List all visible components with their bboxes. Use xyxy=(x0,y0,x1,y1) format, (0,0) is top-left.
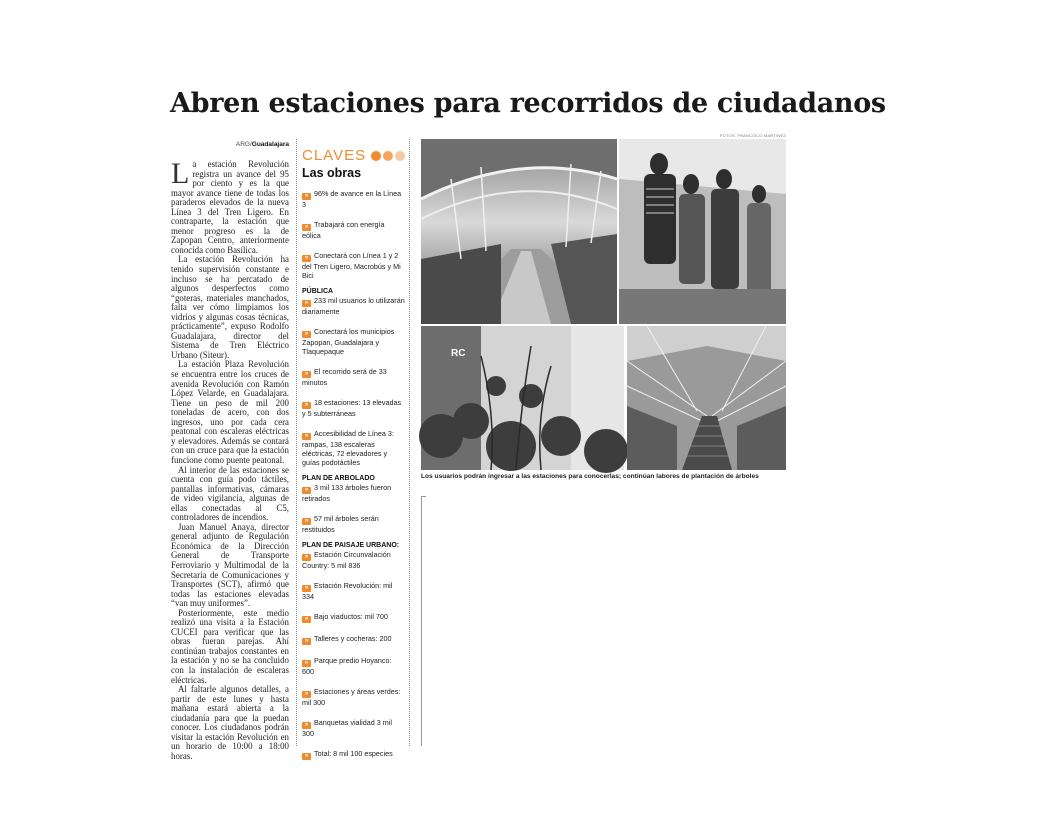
arrow-icon: » xyxy=(302,371,311,378)
headline: Abren estaciones para recorridos de ciudadanos xyxy=(170,88,886,119)
arrow-icon: » xyxy=(302,224,311,231)
claves-subtitle: Las obras xyxy=(302,166,362,180)
clave-item-text: 57 mil árboles serán restituidos xyxy=(302,514,379,534)
arrow-icon: » xyxy=(302,433,311,440)
clave-item xyxy=(302,251,405,280)
clave-item xyxy=(302,220,405,240)
arrow-icon: » xyxy=(302,753,311,760)
clave-item xyxy=(302,581,405,601)
byline-prefix: ARG/ xyxy=(235,141,252,148)
arrow-icon: » xyxy=(302,193,311,200)
svg-text:RC: RC xyxy=(451,348,466,359)
photo-caption: Los usuarios podrán ingresar a las estaciones para conocerlas; continúan labores de plantación de árboles xyxy=(421,473,759,480)
clave-item-text: Conectará los municipios Zapopan, Guadalajara y Tlaquepaque xyxy=(302,327,395,356)
section-heading-paisaje: PLAN DE PAISAJE URBANO: xyxy=(302,542,400,549)
arrow-icon: » xyxy=(302,255,311,262)
divider xyxy=(421,496,422,746)
arrow-icon: » xyxy=(302,585,311,592)
photo-station-interior xyxy=(421,139,617,324)
arrow-icon: » xyxy=(302,487,311,494)
arrow-icon: » xyxy=(302,722,311,729)
clave-item xyxy=(302,612,405,623)
arrow-icon: » xyxy=(302,518,311,525)
byline-place: Guadalajara xyxy=(251,141,289,148)
dropcap: L xyxy=(171,157,190,190)
article-paragraph: Al faltarle algunos detalles, a partir de este lunes y hasta mañana estará abierta a la ciudadanía para que la puedan conocer. Los ciudadanos podrán visitar la estación Revolución en un horario de 10:00 a 18:00 horas. xyxy=(171,684,289,761)
clave-item xyxy=(302,550,405,570)
claves-title xyxy=(302,147,405,164)
clave-item xyxy=(302,483,405,503)
article-paragraph: Posteriormente, este medio realizó una visita a la Estación CUCEI para verificar que las obras fueran parejas. Ahí continúan trabajos constantes en la estación y no se ha concluido con la instalación de escaleras eléctricas. xyxy=(171,607,289,685)
clave-item xyxy=(302,429,405,467)
claves-sidebar xyxy=(296,139,410,759)
byline xyxy=(171,141,289,148)
article-paragraph: Juan Manuel Anaya, director general adjunto de Regulación Económica de la Dirección General de Transporte Ferroviario y Multimodal de la Secretaría de Comunicaciones y Transportes (SCT), afirmó que todas las estaciones elevadas “van muy uniformes”. xyxy=(171,521,289,609)
clave-item-text: Estación Revolución: mil 334 xyxy=(302,581,393,601)
clave-item-text: Bajo viaductos: mil 700 xyxy=(314,612,388,621)
arrow-icon: » xyxy=(302,554,311,561)
article-paragraph: La estación Plaza Revolución se encuentra entre los cruces de avenida Revolución con Ramón López Velarde, en Guadalajara. Tiene un peso de mil 200 toneladas de acero, con dos ingresos, uno por cada cera peatonal con escaleras eléctricas y elevadores. Además se contará con un cruce para que la estación funcione como puente peatonal. xyxy=(171,359,289,465)
photo-escalator xyxy=(627,326,786,470)
clave-item-text: Banquetas vialidad 3 mil 300 xyxy=(302,718,392,738)
clave-item xyxy=(302,634,405,645)
photo-plants xyxy=(421,326,624,470)
clave-item-text: 233 mil usuarios lo utilizarán diariamente xyxy=(302,296,405,316)
clave-item-text: Total: 8 mil 100 especies xyxy=(314,749,393,758)
clave-item-text: El recorrido será de 33 minutos xyxy=(302,367,387,387)
section-heading-arbolado: PLAN DE ARBOLADO xyxy=(302,475,375,482)
clave-item-text: Talleres y cocheras: 200 xyxy=(314,634,392,643)
clave-item-text: Parque predio Hoyanco: 600 xyxy=(302,656,392,676)
clave-item-text: 18 estaciones: 13 elevadas y 5 subterráneas xyxy=(302,398,402,418)
article-column xyxy=(171,141,289,761)
clave-item xyxy=(302,398,405,418)
arrow-icon: » xyxy=(302,331,311,338)
divider xyxy=(421,496,426,497)
clave-item-text: Estación Circunvalación Country: 5 mil 836 xyxy=(302,550,391,570)
article-paragraph xyxy=(171,157,289,255)
clave-item-text: Accesibilidad de Línea 3: rampas, 138 escaleras eléctricas, 72 elevadores y guías podotáctiles xyxy=(302,429,394,467)
article-paragraph: La estación Revolución ha tenido supervisión constante e incluso se ha percatado de algunos desperfectos como “goteras, materiales manchados, falta ver cómo limpiamos los vidrios y algunas cosas técnicas, prácticamente”, expuso Rodolfo Guadalajara, director del Sistema de Tren Eléctrico Urbano (Siteur). xyxy=(171,254,289,360)
claves-title-text: CLAVES xyxy=(302,147,367,164)
arrow-icon: » xyxy=(302,660,311,667)
dots-icon xyxy=(371,151,405,161)
clave-item-text: Estaciones y áreas verdes: mil 300 xyxy=(302,687,401,707)
arrow-icon: » xyxy=(302,691,311,698)
article-paragraph-text: a estación Revolución registra un avance del 95 por ciento y es la que mayor avance tiene de todas los paraderos elevados de la nueva Línea 3 del Tren Ligero. En contraparte, la estación que menor progreso es la de Zapopan Centro, anteriormente conocida como Basílica. xyxy=(171,159,289,255)
clave-item xyxy=(302,367,405,387)
clave-item xyxy=(302,687,405,707)
clave-item xyxy=(302,327,405,356)
arrow-icon: » xyxy=(302,300,311,307)
article-paragraph: Al interior de las estaciones se cuenta con guía podo táctiles, pantallas informativas, cámaras de video vigilancia, algunas de ellas conectadas al C5, controladores de incendios. xyxy=(171,464,289,523)
section-heading-publica: PÚBLICA xyxy=(302,288,334,295)
photo-credit: FOTOS: FRANCISCO MARTÍNEZ xyxy=(720,133,786,138)
clave-item-text: Conectará con Línea 1 y 2 del Tren Ligero, Macrobús y Mi Bici xyxy=(302,251,401,280)
clave-item-text: 96% de avance en la Línea 3 xyxy=(302,189,402,209)
clave-item xyxy=(302,718,405,738)
clave-item-text: 3 mil 133 árboles fueron retirados xyxy=(302,483,392,503)
clave-item xyxy=(302,514,405,534)
arrow-icon: » xyxy=(302,402,311,409)
clave-item xyxy=(302,189,405,209)
clave-item xyxy=(302,656,405,676)
arrow-icon: » xyxy=(302,616,311,623)
arrow-icon: » xyxy=(302,638,311,645)
clave-item xyxy=(302,296,405,316)
clave-item-text: Trabajará con energía eólica xyxy=(302,220,385,240)
photo-visitors xyxy=(619,139,786,324)
clave-item xyxy=(302,749,405,760)
